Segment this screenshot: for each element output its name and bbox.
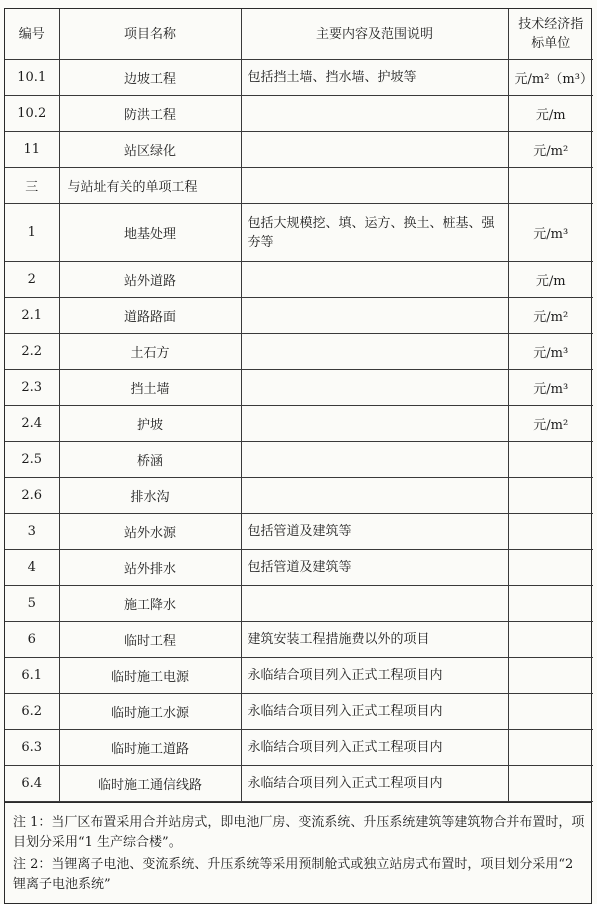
row-desc (241, 262, 508, 298)
row-unit (508, 694, 593, 730)
row-name: 站区绿化 (59, 132, 241, 168)
row-desc: 永临结合项目列入正式工程项目内 (241, 694, 508, 730)
note-2: 注 2：当锂离子电池、变流系统、升压系统等采用预制舱式或独立站房式布置时，项目划分采用“2 锂离子电池系统” (13, 857, 574, 892)
row-num: 三 (5, 168, 59, 204)
row-name: 临时施工水源 (59, 694, 241, 730)
row-name: 施工降水 (59, 586, 241, 622)
row-unit (508, 730, 593, 766)
row-num: 6 (5, 622, 59, 658)
row-desc: 永临结合项目列入正式工程项目内 (241, 766, 508, 802)
row-num: 2.6 (5, 478, 59, 514)
row-num: 6.2 (5, 694, 59, 730)
row-name: 临时施工通信线路 (59, 766, 241, 802)
table-row (5, 730, 593, 766)
row-desc: 包括管道及建筑等 (241, 550, 508, 586)
table-row (5, 298, 593, 334)
row-name: 临时施工电源 (59, 658, 241, 694)
header-name: 项目名称 (59, 9, 241, 60)
row-unit: 元/m²（m³） (508, 60, 593, 96)
row-unit: 元/m² (508, 406, 593, 442)
row-desc: 包括大规模挖、填、运方、换土、桩基、强夯等 (241, 204, 508, 262)
table-row (5, 550, 593, 586)
row-num: 4 (5, 550, 59, 586)
row-desc (241, 168, 508, 204)
row-desc (241, 132, 508, 168)
row-name: 临时工程 (59, 622, 241, 658)
table-header-row (5, 9, 593, 60)
row-unit: 元/m (508, 96, 593, 132)
project-division-table (5, 9, 593, 802)
row-name: 排水沟 (59, 478, 241, 514)
row-unit (508, 168, 593, 204)
row-num: 11 (5, 132, 59, 168)
note-1: 注 1：当厂区布置采用合并站房式，即电池厂房、变流系统、升压系统建筑等建筑物合并布置时，项目划分采用“1 生产综合楼”。 (13, 815, 585, 850)
table-row (5, 514, 593, 550)
row-num: 6.4 (5, 766, 59, 802)
row-desc (241, 298, 508, 334)
table-row (5, 262, 593, 298)
row-num: 3 (5, 514, 59, 550)
row-desc (241, 370, 508, 406)
row-num: 1 (5, 204, 59, 262)
row-num: 6.3 (5, 730, 59, 766)
header-unit: 技术经济指标单位 (508, 9, 593, 60)
table-row (5, 478, 593, 514)
row-name: 与站址有关的单项工程 (59, 168, 241, 204)
table-row (5, 694, 593, 730)
table-row (5, 96, 593, 132)
row-num: 2 (5, 262, 59, 298)
row-desc (241, 406, 508, 442)
row-name: 护坡 (59, 406, 241, 442)
row-desc: 永临结合项目列入正式工程项目内 (241, 730, 508, 766)
table-row (5, 766, 593, 802)
row-desc: 包括管道及建筑等 (241, 514, 508, 550)
row-desc: 永临结合项目列入正式工程项目内 (241, 658, 508, 694)
row-unit (508, 550, 593, 586)
row-name: 防洪工程 (59, 96, 241, 132)
row-name: 挡土墙 (59, 370, 241, 406)
row-num: 2.2 (5, 334, 59, 370)
row-name: 临时施工道路 (59, 730, 241, 766)
table-row (5, 406, 593, 442)
row-name: 站外排水 (59, 550, 241, 586)
table-row (5, 370, 593, 406)
row-name: 站外道路 (59, 262, 241, 298)
row-unit (508, 658, 593, 694)
row-unit: 元/m³ (508, 334, 593, 370)
row-desc (241, 478, 508, 514)
table-row (5, 132, 593, 168)
row-unit: 元/m³ (508, 370, 593, 406)
row-num: 2.3 (5, 370, 59, 406)
table-row (5, 658, 593, 694)
table-row (5, 334, 593, 370)
row-name: 桥涵 (59, 442, 241, 478)
row-desc: 建筑安装工程措施费以外的项目 (241, 622, 508, 658)
row-unit (508, 514, 593, 550)
row-name: 地基处理 (59, 204, 241, 262)
row-unit (508, 622, 593, 658)
row-unit: 元/m² (508, 298, 593, 334)
header-num: 编号 (5, 9, 59, 60)
row-unit (508, 766, 593, 802)
table-body (5, 60, 593, 802)
row-name: 土石方 (59, 334, 241, 370)
row-desc (241, 334, 508, 370)
row-name: 站外水源 (59, 514, 241, 550)
row-unit: 元/m (508, 262, 593, 298)
row-desc (241, 442, 508, 478)
table-row (5, 168, 593, 204)
table-row (5, 622, 593, 658)
row-name: 边坡工程 (59, 60, 241, 96)
notes-block (5, 802, 591, 903)
row-num: 10.1 (5, 60, 59, 96)
row-unit (508, 442, 593, 478)
row-desc: 包括挡土墙、挡水墙、护坡等 (241, 60, 508, 96)
row-unit: 元/m³ (508, 204, 593, 262)
table-row (5, 442, 593, 478)
row-num: 6.1 (5, 658, 59, 694)
row-unit (508, 586, 593, 622)
row-unit (508, 478, 593, 514)
row-desc (241, 96, 508, 132)
row-unit: 元/m² (508, 132, 593, 168)
row-num: 2.4 (5, 406, 59, 442)
table-row (5, 586, 593, 622)
row-name: 道路路面 (59, 298, 241, 334)
row-num: 2.5 (5, 442, 59, 478)
spec-table-page (4, 8, 592, 904)
row-num: 5 (5, 586, 59, 622)
table-row (5, 60, 593, 96)
table-row (5, 204, 593, 262)
row-num: 2.1 (5, 298, 59, 334)
row-desc (241, 586, 508, 622)
row-num: 10.2 (5, 96, 59, 132)
header-desc: 主要内容及范围说明 (241, 9, 508, 60)
